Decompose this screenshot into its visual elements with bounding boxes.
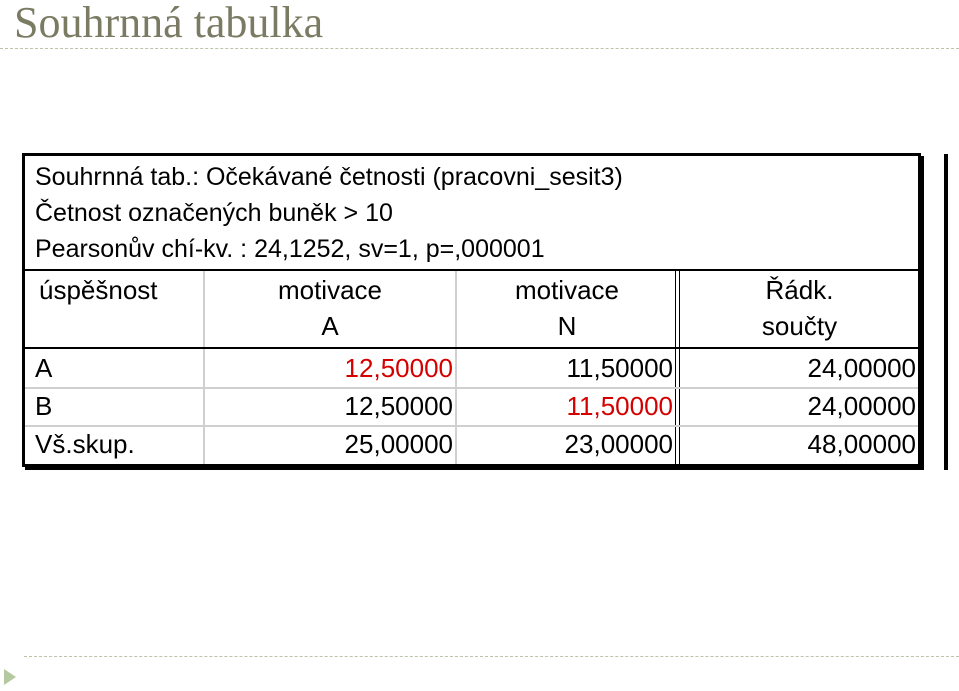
statistics-output-table xyxy=(22,153,921,467)
top-divider xyxy=(0,48,959,49)
header-separator xyxy=(25,347,918,349)
row-label-total: Vš.skup. xyxy=(35,429,135,459)
column-header-motivace-a-sub: A xyxy=(321,311,339,341)
chi-square-result: Pearsonův chí-kv. : 24,1252, sv=1, p=,000001 xyxy=(35,235,545,263)
cell-total-motivace-a: 25,00000 xyxy=(344,429,453,459)
column-header-row-totals-sub: součty xyxy=(761,311,838,341)
bullet-arrow-icon xyxy=(4,669,16,685)
cell-a-row-total: 24,00000 xyxy=(807,353,916,383)
row-label-a: A xyxy=(35,353,53,383)
cell-a-motivace-a: 12,50000 xyxy=(344,353,453,383)
cell-total-row-total: 48,00000 xyxy=(807,429,916,459)
column-header-motivace-n: motivace xyxy=(514,275,620,305)
column-header-uspesnost: úspěšnost xyxy=(39,275,158,305)
vertical-bar xyxy=(944,154,948,470)
column-header-row-totals: Řádk. xyxy=(765,275,834,305)
bottom-divider xyxy=(24,656,959,657)
row-label-b: B xyxy=(35,391,53,421)
cell-a-motivace-n: 11,50000 xyxy=(566,353,673,383)
cell-b-motivace-n: 11,50000 xyxy=(566,391,673,421)
column-header-motivace-a: motivace xyxy=(277,275,383,305)
table-title: Souhrnná tab.: Očekávané četnosti (pracovni_sesit3) xyxy=(35,163,623,191)
crosstab-grid xyxy=(25,269,918,466)
column-separator xyxy=(679,271,680,464)
cell-b-row-total: 24,00000 xyxy=(807,391,916,421)
table-note: Četnost označených buněk > 10 xyxy=(35,199,393,227)
row-separator xyxy=(25,425,918,427)
cell-b-motivace-a: 12,50000 xyxy=(344,391,453,421)
slide-title: Souhrnná tabulka xyxy=(14,0,324,47)
cell-total-motivace-n: 23,00000 xyxy=(564,429,673,459)
row-separator xyxy=(25,387,918,389)
column-header-motivace-n-sub: N xyxy=(557,311,577,341)
